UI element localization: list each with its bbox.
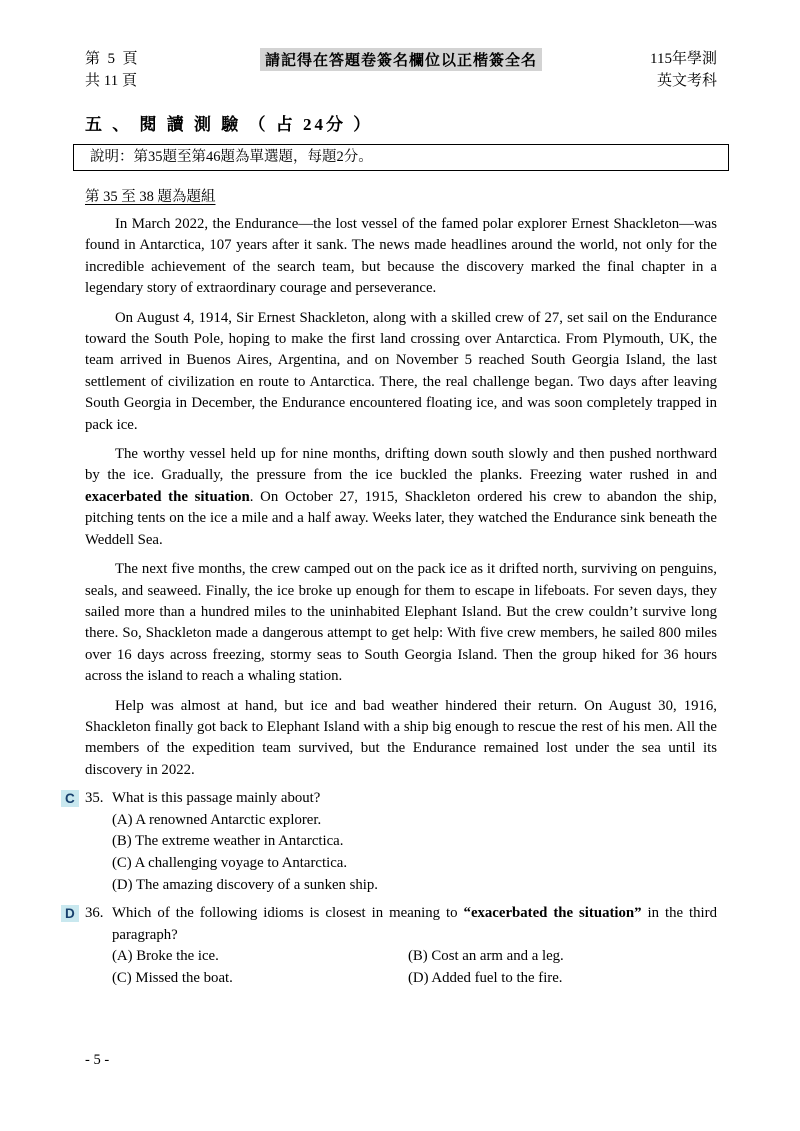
passage-paragraph-4: The next five months, the crew camped out on the pack ice as it drifted north, surviving on penguins, seals, and seaweed. Finally, the ice broke up enough for them to escape in lifeboats. For seven days, they sailed more than a hundred miles to the uninhabited Elephant Island. But the crew couldn’t survive long there. So, Shackleton made a dangerous attempt to get help: With five crew members, he sailed 800 miles over 16 days across freezing, stormy seas to South Georgia Island. Then the group hiked for 36 hours across the island to reach a whaling station. — [85, 561, 717, 685]
passage-paragraph-5: Help was almost at hand, but ice and bad weather hindered their return. On August 30, 1916, Shackleton finally got back to Elephant Island with a ship big enough to rescue the rest of his men. All the members of the expedition team survived, but the Endurance remained lost under the sea until its discovery in 2022. — [85, 697, 717, 778]
question-36-text-end: in the third paragraph? — [112, 905, 717, 943]
passage-paragraph-3 — [85, 444, 717, 551]
answer-key-badge-35: C — [61, 790, 79, 807]
section-title: 五 、 閱 讀 測 驗 （ 占 24分 ） — [85, 115, 374, 134]
question-36-text-start: Which of the following idioms is closest in meaning to — [112, 905, 464, 922]
header-center — [195, 48, 607, 71]
page-header — [85, 48, 717, 92]
question-36-text — [112, 903, 717, 946]
option-36-d: (D) Added fuel to the fire. — [408, 969, 563, 986]
exam-year-label: 115年學測 — [650, 51, 717, 67]
page-number-label: 第 5 頁 — [85, 51, 138, 67]
option-35-a: (A) A renowned Antarctic explorer. — [112, 811, 322, 828]
option-36-c: (C) Missed the boat. — [112, 969, 233, 986]
option-36-a: (A) Broke the ice. — [112, 948, 219, 965]
answer-key-badge-36: D — [61, 905, 79, 922]
question-36-stem — [85, 903, 717, 946]
question-35-stem — [85, 788, 717, 810]
paragraph-3-text: The worthy vessel held up for nine months, drifting down south slowly and then pushed northward by the ice. Gradually, the pressure from the ice buckled the planks. Freezing water rushed in and — [85, 446, 717, 484]
option-36-b: (B) Cost an arm and a leg. — [408, 948, 564, 965]
option-35-b: (B) The extreme weather in Antarctica. — [112, 833, 344, 850]
question-36 — [65, 903, 717, 989]
question-35-options — [85, 810, 717, 896]
page-count-block — [85, 48, 195, 92]
paragraph-3-bold-phrase: exacerbated the situation — [85, 488, 250, 505]
option-35-c: (C) A challenging voyage to Antarctica. — [112, 854, 348, 871]
question-36-number: 36. — [85, 905, 104, 922]
paragraph-3-text-end: . On October 27, 1915, Shackleton ordered his crew to abandon the ship, pitching tents on the ice a mile and a half away. Weeks later, they watched the Endurance sink beneath the Weddell Sea. — [85, 488, 717, 548]
passage-paragraph-2: On August 4, 1914, Sir Ernest Shackleton, along with a skilled crew of 27, set sail on the Endurance toward the South Pole, hoping to make the first land crossing over Antarctica. From Plymouth, UK, the team arrived in Buenos Aires, Argentina, and on November 5 reached South Georgia Island, the last settlement of civilization en route to Antarctica. There, the real challenge began. Two days after leaving South Georgia in December, the Endurance encountered floating ice, and was soon completely trapped in pack ice. — [85, 309, 717, 433]
question-36-options — [85, 946, 717, 989]
question-35-number: 35. — [85, 790, 104, 807]
total-pages-label: 共 11 頁 — [85, 73, 137, 89]
exam-id-block — [607, 48, 717, 92]
signature-notice: 請記得在答題卷簽名欄位以正楷簽全名 — [260, 48, 542, 71]
question-group-heading: 第 35 至 38 題為題組 — [85, 189, 216, 205]
question-35-text: What is this passage mainly about? — [112, 790, 321, 807]
question-36-bold-phrase: “exacerbated the situation” — [463, 905, 642, 922]
option-35-d: (D) The amazing discovery of a sunken ship. — [112, 876, 378, 893]
passage-paragraph-1: In March 2022, the Endurance—the lost vessel of the famed polar explorer Ernest Shackleton—was found in Antarctica, 107 years after it sank. The news made headlines around the world, not only for the incredible achievement of the search team, but because the discovery marked the final chapter in a legendary story of extraordinary courage and perseverance. — [85, 216, 717, 297]
question-35 — [65, 788, 717, 896]
page-footer-number: - 5 - — [85, 1052, 110, 1068]
exam-subject-label: 英文考科 — [656, 73, 717, 89]
instruction-box: 說明：第35題至第46題為單選題，每題2分。 — [73, 144, 729, 171]
